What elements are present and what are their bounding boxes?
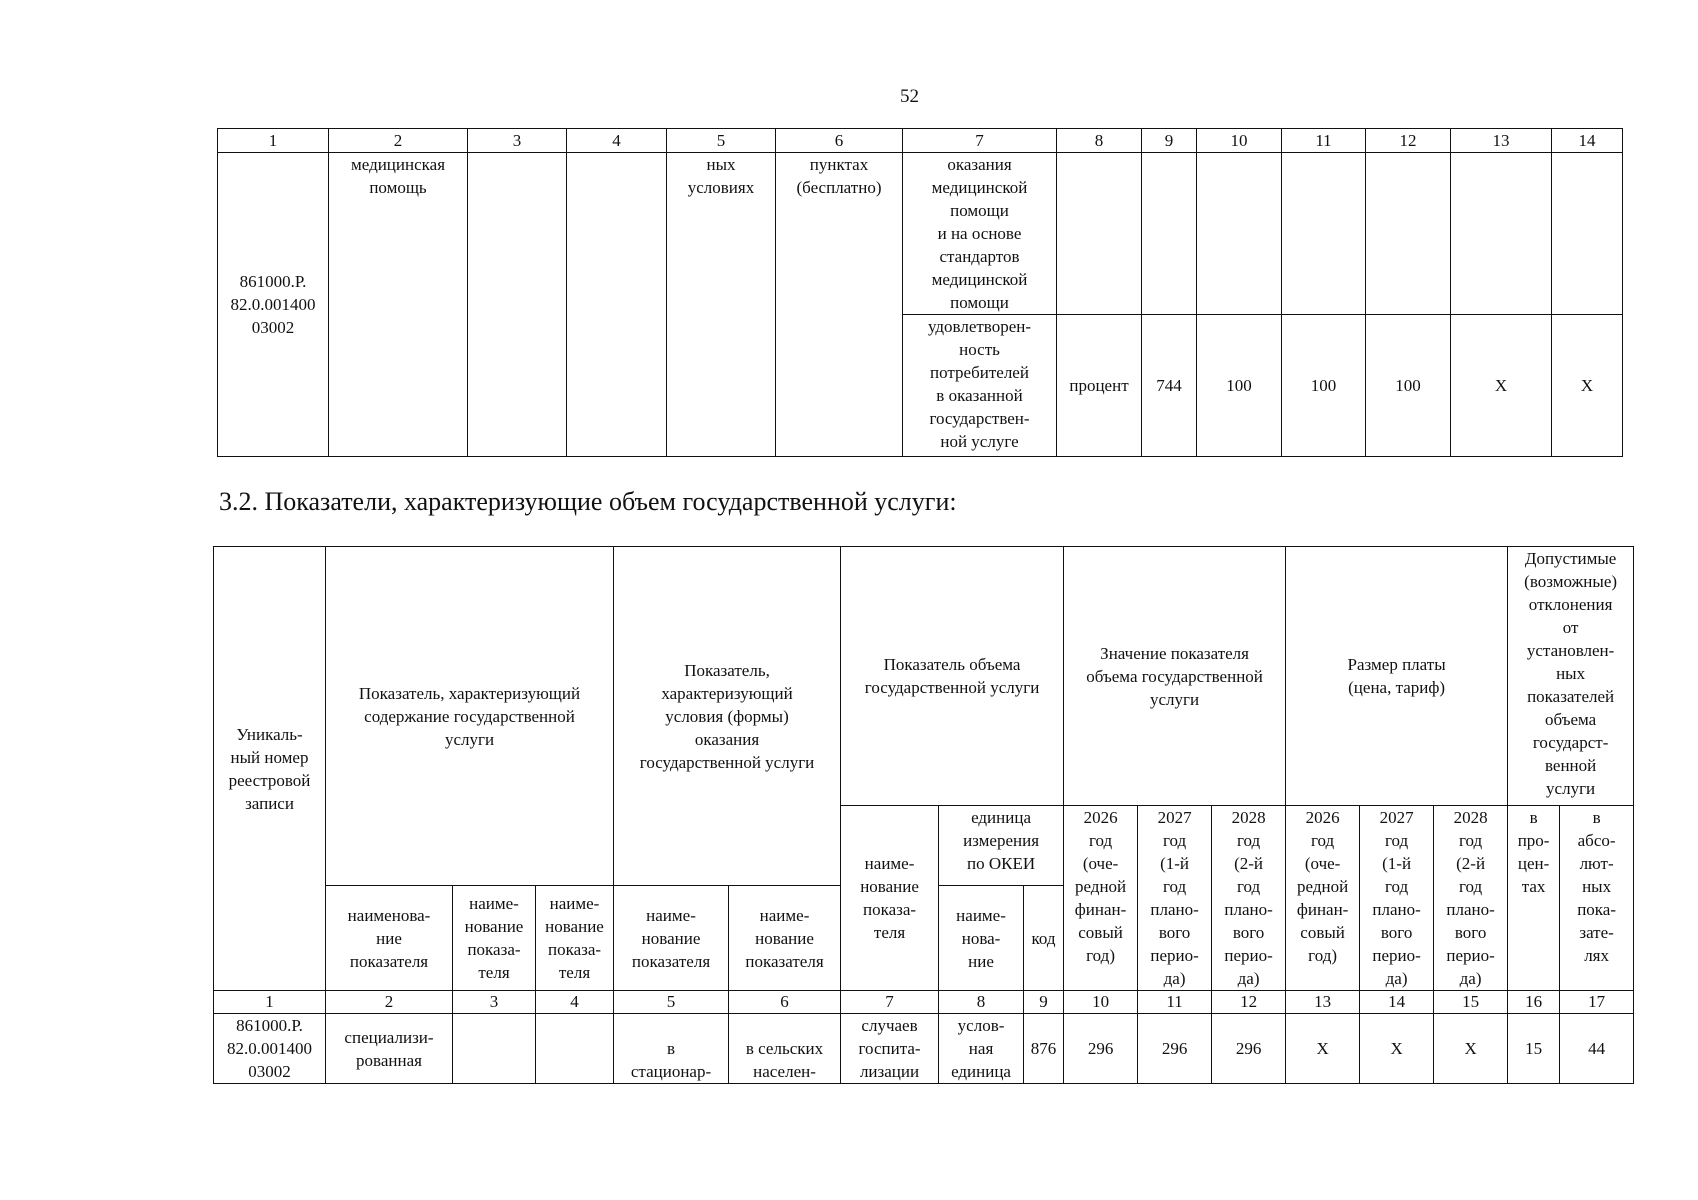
condition-indicator: в стационар- <box>614 1014 729 1084</box>
fee-2027-header: 2027 год (1-й год плано- вого перио- да) <box>1360 806 1434 991</box>
col-number: 1 <box>214 991 326 1014</box>
unit-code: 876 <box>1024 1014 1064 1084</box>
deviation-percent-header: в про- цен- тах <box>1508 806 1560 991</box>
content-indicator-header: Показатель, характеризующий содержание государственной услуги <box>326 547 614 886</box>
page-number: 52 <box>900 86 919 107</box>
quality-indicators-table-continued <box>217 128 1623 457</box>
col-number: 3 <box>468 129 567 153</box>
registry-number: 861000.Р. 82.0.001400 03002 <box>218 153 329 457</box>
registry-header: Уникаль- ный номер реестровой записи <box>214 547 326 991</box>
volume-name-header: наиме- нование показа- теля <box>841 806 939 991</box>
col-number: 7 <box>841 991 939 1014</box>
empty-cell <box>1366 153 1451 315</box>
section-title: 3.2. Показатели, характеризующие объем государственной услуги: <box>219 487 957 516</box>
deviation-percent: X <box>1451 315 1552 457</box>
condition-name-header: наиме- нование показателя <box>614 886 729 991</box>
col-number: 7 <box>903 129 1057 153</box>
unit-code: 744 <box>1142 315 1197 457</box>
value-2028: 100 <box>1366 315 1451 457</box>
col-number: 9 <box>1142 129 1197 153</box>
content-indicator <box>453 1014 536 1084</box>
col-number: 12 <box>1366 129 1451 153</box>
deviation-absolute: 44 <box>1560 1014 1634 1084</box>
unit-code-header: код <box>1024 886 1064 991</box>
year-2026-header: 2026 год (оче- редной финан- совый год) <box>1064 806 1138 991</box>
col-number: 17 <box>1560 991 1634 1014</box>
col-number: 13 <box>1451 129 1552 153</box>
volume-indicator-name: случаев госпита- лизации <box>841 1014 939 1084</box>
content-name-header: наиме- нование показа- теля <box>453 886 536 991</box>
registry-number: 861000.Р. 82.0.001400 03002 <box>214 1014 326 1084</box>
col-number: 1 <box>218 129 329 153</box>
col-number: 10 <box>1197 129 1282 153</box>
content-name-header: наиме- нование показа- теля <box>536 886 614 991</box>
unit-name: услов- ная единица <box>939 1014 1024 1084</box>
deviation-header: Допустимые (возможные) отклонения от установлен- ных показателей объема государст- венной услуги <box>1508 547 1634 806</box>
condition-indicator: в сельских населен- <box>729 1014 841 1084</box>
value-2027: 296 <box>1138 1014 1212 1084</box>
header-row <box>214 547 1634 806</box>
col-number: 13 <box>1286 991 1360 1014</box>
empty-cell <box>1197 153 1282 315</box>
year-2028-header: 2028 год (2-й год плано- вого перио- да) <box>1212 806 1286 991</box>
condition-name-header: наиме- нование показателя <box>729 886 841 991</box>
col-number: 8 <box>939 991 1024 1014</box>
col-number: 5 <box>614 991 729 1014</box>
col-number: 6 <box>776 129 903 153</box>
value-2026: 100 <box>1197 315 1282 457</box>
volume-indicator-header: Показатель объема государственной услуги <box>841 547 1064 806</box>
quality-indicator-name: оказания медицинской помощи и на основе стандартов медицинской помощи <box>903 153 1057 315</box>
deviation-absolute: X <box>1552 315 1623 457</box>
unit-name: процент <box>1057 315 1142 457</box>
column-number-row <box>218 129 1623 153</box>
col-number: 15 <box>1434 991 1508 1014</box>
content-indicator: медицинская помощь <box>329 153 468 457</box>
table-row <box>214 1014 1634 1084</box>
col-number: 14 <box>1360 991 1434 1014</box>
empty-cell <box>1552 153 1623 315</box>
content-indicator <box>536 1014 614 1084</box>
empty-cell <box>567 153 667 457</box>
col-number: 4 <box>567 129 667 153</box>
volume-indicators-table <box>213 546 1634 1084</box>
col-number: 3 <box>453 991 536 1014</box>
col-number: 14 <box>1552 129 1623 153</box>
value-2027: 100 <box>1282 315 1366 457</box>
col-number: 6 <box>729 991 841 1014</box>
value-2026: 296 <box>1064 1014 1138 1084</box>
col-number: 10 <box>1064 991 1138 1014</box>
fee-2027: X <box>1360 1014 1434 1084</box>
col-number: 11 <box>1138 991 1212 1014</box>
content-name-header: наименова- ние показателя <box>326 886 453 991</box>
deviation-absolute-header: в абсо- лют- ных пока- зате- лях <box>1560 806 1634 991</box>
col-number: 2 <box>326 991 453 1014</box>
condition-indicator: ных условиях <box>667 153 776 457</box>
fee-2028-header: 2028 год (2-й год плано- вого перио- да) <box>1434 806 1508 991</box>
year-2027-header: 2027 год (1-й год плано- вого перио- да) <box>1138 806 1212 991</box>
empty-cell <box>1142 153 1197 315</box>
col-number: 4 <box>536 991 614 1014</box>
value-2028: 296 <box>1212 1014 1286 1084</box>
fee-header: Размер платы (цена, тариф) <box>1286 547 1508 806</box>
volume-value-header: Значение показателя объема государственной услуги <box>1064 547 1286 806</box>
empty-cell <box>1057 153 1142 315</box>
quality-indicator-name: удовлетворен- ность потребителей в оказанной государствен- ной услуге <box>903 315 1057 457</box>
conditions-indicator-header: Показатель, характеризующий условия (формы) оказания государственной услуги <box>614 547 841 886</box>
empty-cell <box>1282 153 1366 315</box>
deviation-percent: 15 <box>1508 1014 1560 1084</box>
col-number: 16 <box>1508 991 1560 1014</box>
condition-indicator: пунктах (бесплатно) <box>776 153 903 457</box>
unit-group-header: единица измерения по ОКЕИ <box>939 806 1064 886</box>
col-number: 12 <box>1212 991 1286 1014</box>
empty-cell <box>468 153 567 457</box>
fee-2028: X <box>1434 1014 1508 1084</box>
col-number: 2 <box>329 129 468 153</box>
col-number: 8 <box>1057 129 1142 153</box>
unit-name-header: наиме- нова- ние <box>939 886 1024 991</box>
table-row <box>218 153 1623 315</box>
empty-cell <box>1451 153 1552 315</box>
col-number: 5 <box>667 129 776 153</box>
col-number: 11 <box>1282 129 1366 153</box>
fee-2026: X <box>1286 1014 1360 1084</box>
fee-2026-header: 2026 год (оче- редной финан- совый год) <box>1286 806 1360 991</box>
col-number: 9 <box>1024 991 1064 1014</box>
column-number-row <box>214 991 1634 1014</box>
content-indicator: специализи- рованная <box>326 1014 453 1084</box>
